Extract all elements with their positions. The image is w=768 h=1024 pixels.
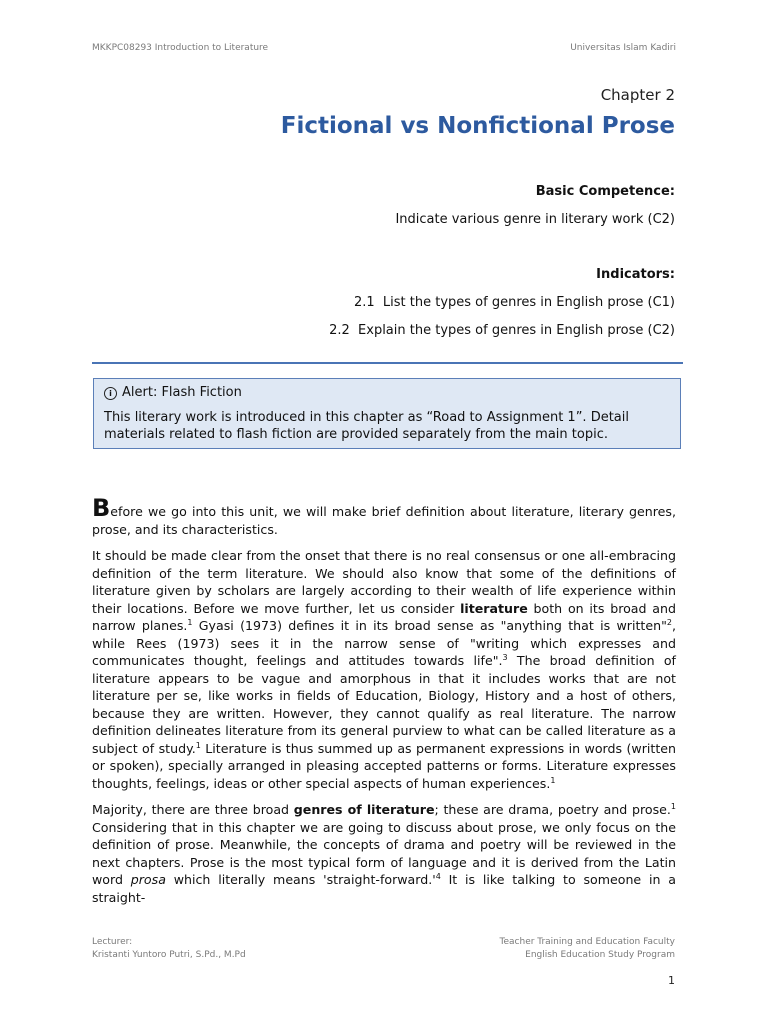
alert-text: This literary work is introduced in this chapter as “Road to Assignment 1”. Detail materials related to flash fiction are provided separately from the main topic. (104, 410, 629, 442)
alert-title: Alert: Flash Fiction (122, 385, 242, 400)
paragraph: It should be made clear from the onset that there is no real consensus or one all-embracing definition of the term literature. We should also know that some of the definitions of literature given by scholars are largely according to their wealth of life experience within their locations. Before we move further, let us consider literature both on its broad and narrow planes.$^1$ Gyasi (1973) defines it in its broad sense as "anything that is written"$^2$, while Rees (1973) sees it in the narrow sense of "writing which expresses and communicates thought, feelings and attitudes towards life".$^3$ The broad definition of literature appears to be vague and amorphous in that it includes works that are not literature per se, like works in fields of Education, Biology, History and a host of others, because they are written. However, they cannot qualify as real literature. The narrow definition delineates literature from its general purview to what can be called literature as a subject of study.$^1$ Literature is thus summed up as permanent expressions in words (written or spoken), specially arranged in pleasing accepted patterns or forms. Literature expresses thoughts, feelings, ideas or other special aspects of human experiences.$^1$ (92, 548, 676, 791)
chapter-label: Chapter 2 (600, 86, 675, 104)
body-text (92, 494, 677, 915)
competence-text: Indicate various genre in literary work (C2) (395, 212, 675, 227)
footnote-ref: 1 (670, 801, 677, 811)
footnote-ref: 2 (666, 617, 672, 627)
header-institution: Universitas Islam Kadiri (570, 43, 676, 53)
footer-faculty (500, 936, 675, 962)
footnote-ref: 4 (435, 871, 441, 881)
lecturer-name: Kristanti Yuntoro Putri, S.Pd., M.Pd (92, 950, 246, 960)
footnote-ref: 1 (195, 740, 201, 750)
header-course: MKKPC08293 Introduction to Literature (92, 43, 269, 53)
indicator-item: 2.2 Explain the types of genres in English prose (C2) (329, 323, 675, 338)
paragraph: Before we go into this unit, we will make brief definition about literature, literary genres, prose, and its characteristics. (92, 494, 676, 537)
footnote-ref: 1 (187, 617, 193, 627)
section-divider (92, 362, 683, 364)
indicator-item: 2.1 List the types of genres in English prose (C1) (353, 295, 675, 310)
lecturer-label: Lecturer: (92, 937, 133, 947)
footnote-ref: 3 (502, 652, 508, 662)
faculty-name: Teacher Training and Education Faculty (499, 937, 675, 947)
keyword-genres: genres of literature (293, 802, 435, 817)
drop-cap: B (92, 494, 111, 522)
keyword-literature: literature (460, 600, 528, 616)
indicators-heading: Indicators: (596, 267, 675, 282)
footnote-ref: 1 (550, 775, 556, 785)
latin-term: prosa (130, 872, 166, 887)
program-name: English Education Study Program (525, 950, 675, 960)
paragraph: Majority, there are three broad genres of literature; these are drama, poetry and prose.$^1$ Considering that in this chapter we are going to discuss about prose, we only focus on the definition of prose. Meanwhile, the concepts of drama and poetry will be reviewed in the next chapters. Prose is the most typical form of language and it is derived from the Latin word prosa which literally means '$straight-forward.'^4$ It is like talking to someone in a straight- (92, 801, 677, 905)
alert-box (93, 378, 681, 449)
footer-lecturer (92, 936, 246, 962)
competence-heading: Basic Competence: (535, 184, 675, 199)
chapter-title: Fictional vs Nonfictional Prose (280, 113, 675, 139)
page-number: 1 (668, 974, 675, 987)
info-icon: i (104, 387, 117, 400)
